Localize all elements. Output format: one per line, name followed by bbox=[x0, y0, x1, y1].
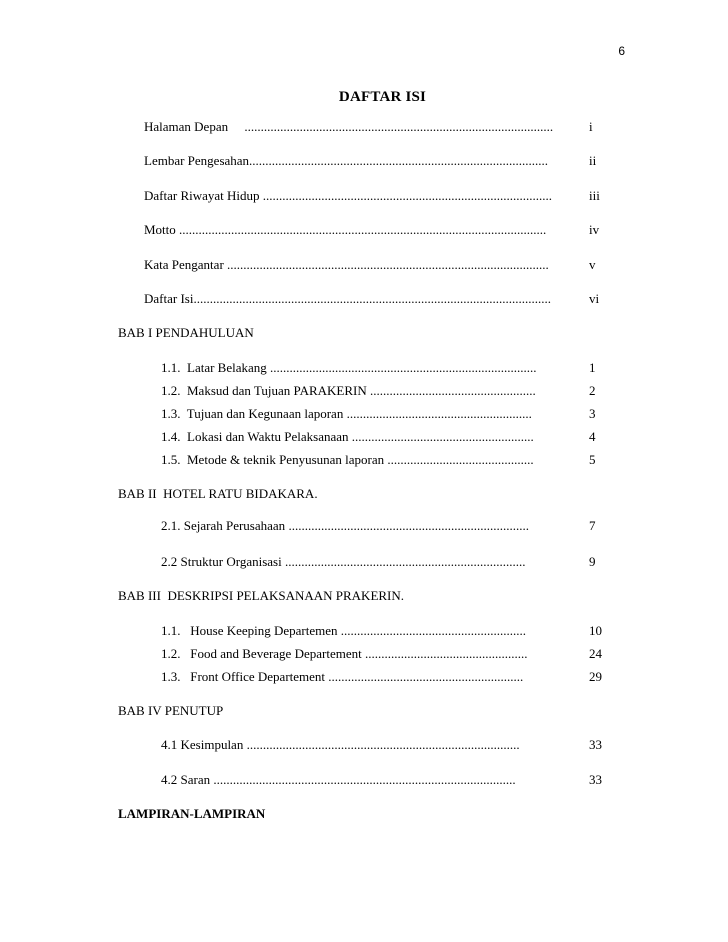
toc-entry-3-3: 1.3. Front Office Departement ............................................................ bbox=[161, 669, 524, 684]
toc-entry-2-2: 2.2 Struktur Organisasi .......................................................................... bbox=[161, 554, 526, 569]
toc-entry-4-1: 4.1 Kesimpulan .................................................................................... bbox=[161, 737, 520, 752]
toc-page-2-2: 9 bbox=[589, 554, 596, 569]
toc-entry-1-5: 1.5. Metode & teknik Penyusunan laporan ............................................. bbox=[161, 452, 534, 467]
toc-page-lembar-pengesahan: ii bbox=[589, 153, 597, 168]
toc-page-daftar-riwayat-hidup: iii bbox=[589, 188, 600, 203]
toc-entry-halaman-depan: Halaman Depan ............................................................................................... bbox=[144, 119, 554, 134]
toc-entry-1-2: 1.2. Maksud dan Tujuan PARAKERIN ................................................... bbox=[161, 383, 536, 398]
page-title: DAFTAR ISI bbox=[338, 89, 427, 105]
toc-page-1-4: 4 bbox=[589, 429, 596, 444]
toc-page-4-1: 33 bbox=[589, 737, 602, 752]
chapter-heading-bab2: BAB II HOTEL RATU BIDAKARA. bbox=[118, 486, 318, 501]
chapter-heading-bab4: BAB IV PENUTUP bbox=[118, 703, 224, 718]
toc-entry-daftar-riwayat-hidup: Daftar Riwayat Hidup ......................................................................................... bbox=[144, 188, 553, 203]
chapter-heading-bab3: BAB III DESKRIPSI PELAKSANAAN PRAKERIN. bbox=[118, 588, 405, 603]
chapter-heading-lampiran: LAMPIRAN-LAMPIRAN bbox=[118, 806, 266, 821]
toc-page-1-5: 5 bbox=[589, 452, 596, 467]
toc-page-1-3: 3 bbox=[589, 406, 596, 421]
toc-page-1-2: 2 bbox=[589, 383, 596, 398]
toc-entry-1-1: 1.1. Latar Belakang .................................................................................. bbox=[161, 360, 537, 375]
toc-page-3-2: 24 bbox=[589, 646, 602, 661]
toc-page-halaman-depan: i bbox=[589, 119, 593, 134]
toc-entry-motto: Motto ................................................................................................................. bbox=[144, 222, 547, 237]
toc-entry-3-2: 1.2. Food and Beverage Departement .................................................. bbox=[161, 646, 528, 661]
toc-page-3-1: 10 bbox=[589, 623, 602, 638]
toc-page-2-1: 7 bbox=[589, 518, 596, 533]
toc-page-3-3: 29 bbox=[589, 669, 602, 684]
toc-entry-daftar-isi: Daftar Isi.............................................................................................................. bbox=[144, 291, 551, 306]
toc-entry-3-1: 1.1. House Keeping Departemen ......................................................... bbox=[161, 623, 527, 638]
toc-entry-4-2: 4.2 Saran ............................................................................................. bbox=[161, 772, 516, 787]
toc-entry-lembar-pengesahan: Lembar Pengesahan............................................................................................ bbox=[144, 153, 549, 168]
toc-page-kata-pengantar: v bbox=[589, 257, 596, 272]
toc-entry-kata-pengantar: Kata Pengantar ................................................................................................... bbox=[144, 257, 549, 272]
toc-entry-1-4: 1.4. Lokasi dan Waktu Pelaksanaan ........................................................ bbox=[161, 429, 534, 444]
page-number: 6 bbox=[618, 44, 625, 58]
toc-page-1-1: 1 bbox=[589, 360, 596, 375]
toc-entry-1-3: 1.3. Tujuan dan Kegunaan laporan ......................................................... bbox=[161, 406, 532, 421]
chapter-heading-bab1: BAB I PENDAHULUAN bbox=[118, 325, 254, 340]
toc-page-4-2: 33 bbox=[589, 772, 602, 787]
toc-page-daftar-isi: vi bbox=[589, 291, 600, 306]
toc-entry-2-1: 2.1. Sejarah Perusahaan .......................................................................... bbox=[161, 518, 529, 533]
toc-page-motto: iv bbox=[589, 222, 600, 237]
